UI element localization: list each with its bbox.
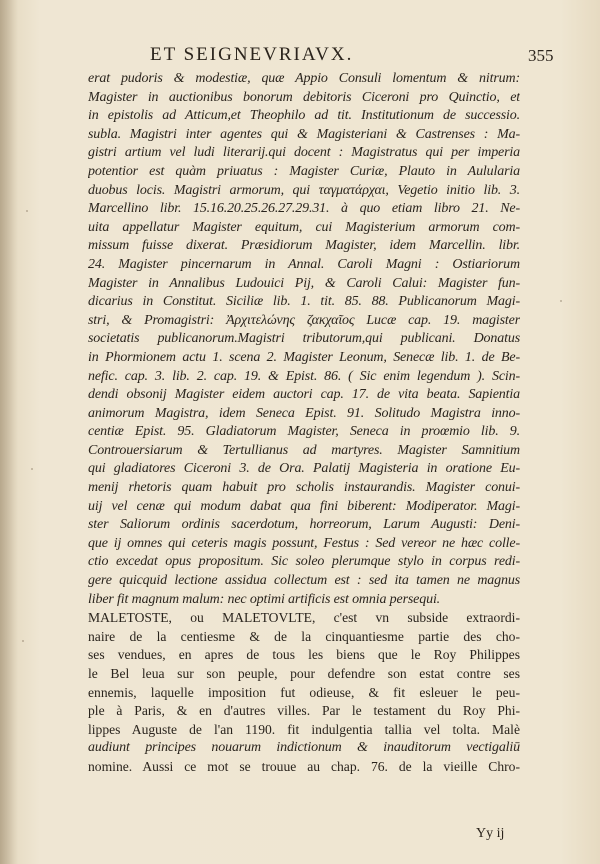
text-line: Marcellino libr. 15.16.20.25.26.27.29.31. à quo etiam libro 21. Ne- [88, 201, 520, 217]
text-line: societatis publicanorum.Magistri tributorum,qui publicani. Donatus [88, 331, 520, 347]
paper-speck [22, 640, 24, 642]
text-block [88, 70, 520, 777]
text-line: nomine. Aussi ce mot se trouue au chap. 76. de la vieille Chro- [88, 758, 520, 774]
text-line: gere quicquid lectione assidua collectum est : sed ita tamen ne magnus [88, 573, 520, 589]
paper-speck [560, 300, 562, 302]
text-line: 24. Magister pincernarum in Annal. Caroli Magni : Ostiariorum [88, 256, 520, 272]
running-title: ET SEIGNEVRIAVX. [150, 44, 354, 65]
text-line: in epistolis ad Atticum,et Theophilo ad tit. Institutionum de successio. [88, 108, 520, 124]
text-line: audiunt principes nouarum indictionum & inauditorum vectigaliū [88, 740, 520, 756]
text-line: in Phormionem actu 1. scena 2. Magister Leonum, Senecæ lib. 1. de Be- [88, 349, 520, 365]
paper-speck [31, 468, 33, 470]
text-line: ennemis, laquelle imposition fut odieuse, & fit esleuer le peu- [88, 684, 520, 700]
text-line: naire de la centiesme & de la cinquantiesme partie des cho- [88, 628, 520, 644]
text-line: menij rhetoris quam habuit pro scholis instaurandis. Magister conui- [88, 480, 520, 496]
text-line: uij vel cenæ qui modum dabat qua fini biberent: Modiperator. Magi- [88, 498, 520, 514]
text-line: stri, & Promagistri: Ἀρχιτελώνης ζακχαῖος Lucæ cap. 19. magister [88, 312, 520, 328]
text-line: missum fuisse dixerat. Præsidiorum Magister, idem Marcellin. libr. [88, 238, 520, 254]
text-line: liber fit magnum malum: nec optimi artificis est omnia persequi. [88, 591, 441, 607]
text-line: potentior est quàm priuatus : Magister Curiæ, Plauto in Aulularia [88, 163, 520, 179]
text-line: ses vendues, en apres de tous les biens que le Roy Philippes [88, 647, 520, 663]
text-line: Magister in auctionibus bonorum debitoris Ciceroni pro Quinctio, et [88, 89, 520, 105]
text-line: centiæ Epist. 95. Gladiatorum Magister, Seneca in proœmio lib. 9. [88, 424, 520, 440]
page-number: 355 [528, 46, 554, 65]
text-line: gistri artium vel ludi literarij.qui docent : Magistratus qui per imperia [88, 145, 520, 161]
text-line: dicarius in Constitut. Siciliæ lib. 1. tit. 85. 88. Publicanorum Magi- [88, 294, 520, 310]
text-line: le Bel leua sur son peuple, pour defendre son estat contre ses [88, 666, 520, 681]
page-header [0, 44, 600, 68]
text-line: nefic. cap. 3. lib. 2. cap. 19. & Epist. 86. ( Sic enim legendum ). Scin- [88, 368, 520, 384]
text-line: ctio excedat opus propositum. Sic soleo plerumque stylo in corpus redi- [88, 554, 520, 570]
text-line: lippes Auguste de l'an 1190. fit indulgentia tallia vel tolta. Malè [88, 721, 520, 737]
text-line: animorum Magistra, idem Seneca Epist. 91. Solitudo Magistra inno- [88, 405, 520, 421]
text-line: subla. Magistri inter agentes qui & Magisteriani & Castrenses : Ma- [88, 126, 520, 142]
gutter-shadow [0, 0, 18, 864]
text-line: MALETOSTE, ou MALETOVLTE, c'est vn subside extraordi- [88, 610, 520, 626]
text-line: ple à Paris, & en d'autres villes. Par le testament du Roy Phi- [88, 703, 520, 719]
text-line: duobus locis. Magistri armorum, qui ταγματάρχαι, Vegetio initio lib. 3. [88, 182, 520, 198]
text-line: Magister in Annalibus Ludouici Pij, & Caroli Calui: Magister fun- [88, 275, 520, 291]
paper-speck [26, 210, 28, 212]
text-line: uita appellatur Magister equitum, cui Magisterium armorum com- [88, 219, 520, 235]
text-line: qui gladiatores Ciceroni 3. de Ora. Palatij Magisteria in oratione Eu- [88, 461, 520, 477]
text-line: dendi obsonij Magister eidem auctori cap. 17. de vita beata. Sapientia [88, 387, 520, 403]
text-line: Controuersiarum & Tertullianus ad martyres. Magister Samnitium [88, 442, 520, 458]
text-line: que ij omnes qui ceteris magis possunt, Festus : Sed vereor ne hæc colle- [88, 535, 520, 551]
text-line: ster Saliorum ordinis sacerdotum, horreorum, Larum Augusti: Deni- [88, 517, 520, 533]
text-line: erat pudoris & modestiæ, quæ Appio Consuli lomentum & nitrum: [88, 71, 520, 86]
signature-mark: Yy ij [476, 826, 505, 841]
